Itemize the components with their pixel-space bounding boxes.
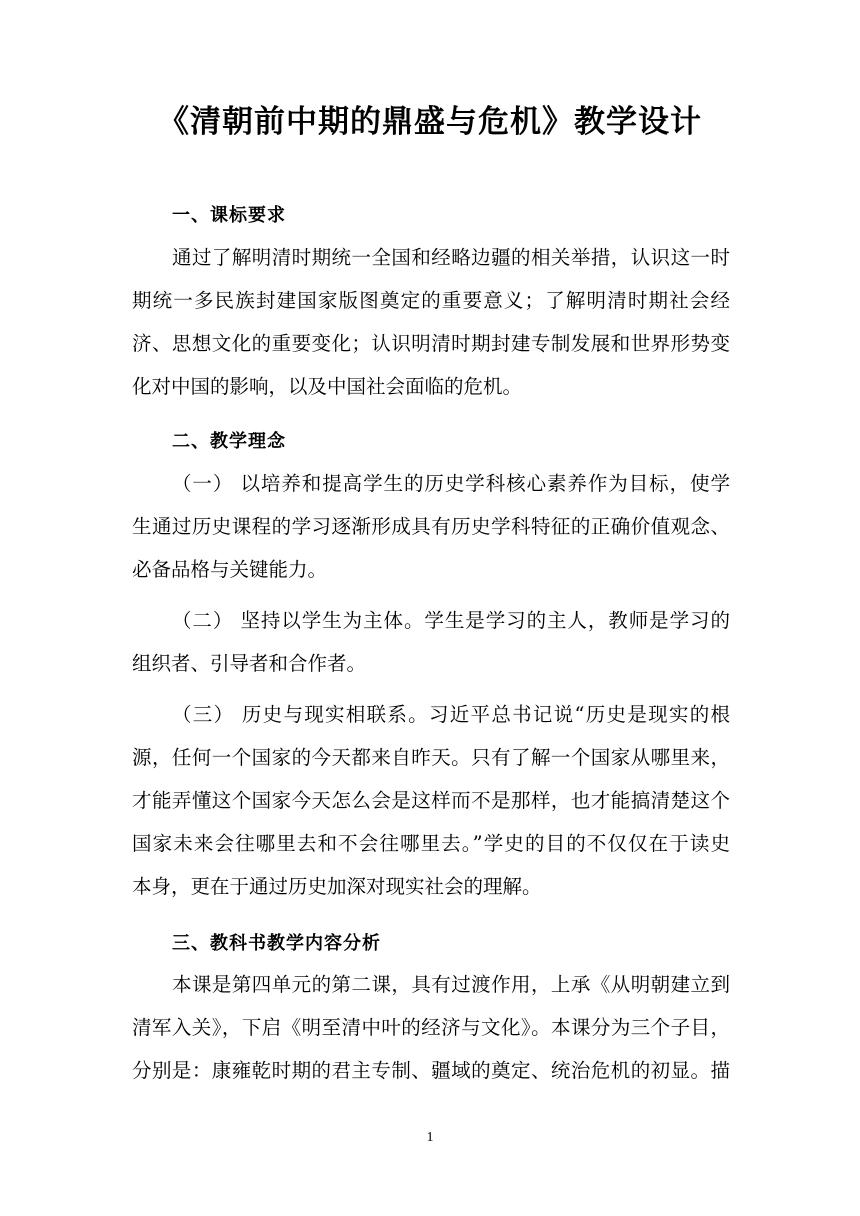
paragraph-line: 国家未来会往哪里去和不会往哪里去。”学史的目的不仅仅在于读史 [132,832,730,855]
page-number: 1 [426,1130,434,1145]
section-heading-curriculum-requirements: 一、课标要求 [172,205,286,226]
paragraph-line: （三） 历史与现实相联系。习近平总书记说“历史是现实的根 [172,703,730,726]
section-heading-textbook-analysis: 三、教科书教学内容分析 [172,933,381,954]
paragraph-line: 本身，更在于通过历史加深对现实社会的理解。 [132,875,542,898]
paragraph-line: 分别是：康雍乾时期的君主专制、疆域的奠定、统治危机的初显。描 [132,1059,730,1082]
paragraph-line: 源，任何一个国家的今天都来自昨天。只有了解一个国家从哪里来， [132,746,730,769]
paragraph-line: 组织者、引导者和合作者。 [132,652,367,675]
paragraph-line: （二） 坚持以学生为主体。学生是学习的主人，教师是学习的 [172,609,730,632]
paragraph-line: 济、思想文化的重要变化；认识明清时期封建专制发展和世界形势变 [132,332,730,355]
paragraph-line: 化对中国的影响，以及中国社会面临的危机。 [132,375,523,398]
paragraph-line: 清军入关》，下启《明至清中叶的经济与文化》。本课分为三个子目， [132,1016,730,1039]
paragraph-line: 期统一多民族封建国家版图奠定的重要意义；了解明清时期社会经 [132,289,730,312]
document-title: 《清朝前中期的鼎盛与危机》教学设计 [158,104,702,140]
paragraph-line: 生通过历史课程的学习逐渐形成具有历史学科特征的正确价值观念、 [132,515,730,538]
paragraph-line: 才能弄懂这个国家今天怎么会是这样而不是那样，也才能搞清楚这个 [132,789,730,812]
paragraph-line: 通过了解明清时期统一全国和经略边疆的相关举措，认识这一时 [172,246,730,269]
paragraph-line: （一） 以培养和提高学生的历史学科核心素养作为目标，使学 [172,472,730,495]
section-heading-teaching-philosophy: 二、教学理念 [172,431,286,452]
paragraph-line: 本课是第四单元的第二课，具有过渡作用，上承《从明朝建立到 [172,973,730,996]
paragraph-line: 必备品格与关键能力。 [132,558,328,581]
